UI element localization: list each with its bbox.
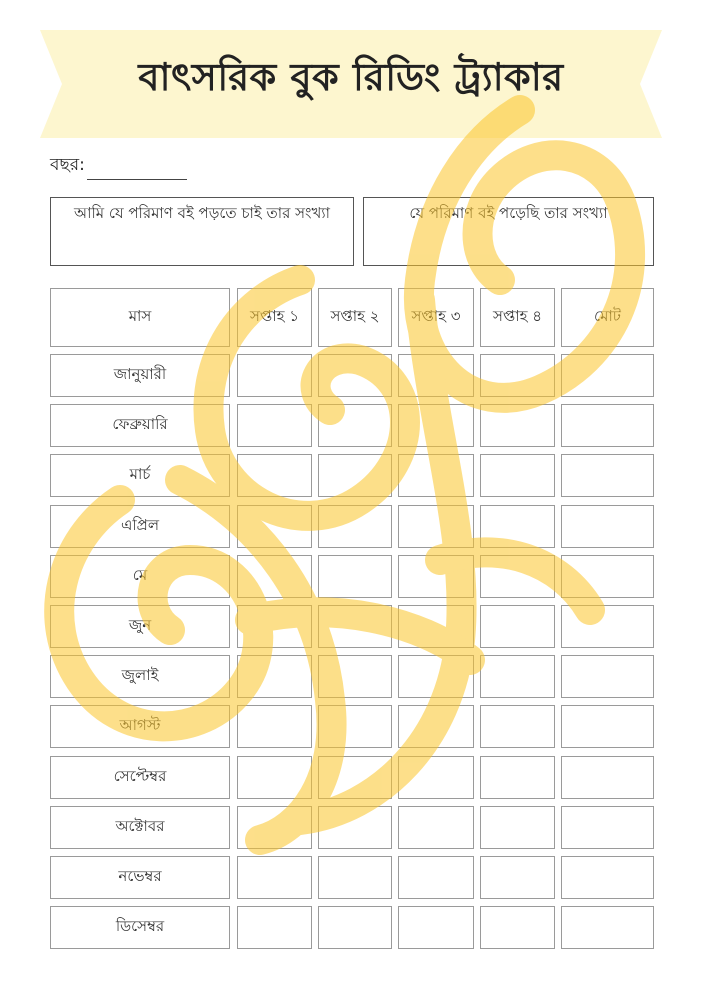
entry-cell[interactable] [398, 404, 474, 447]
entry-cell[interactable] [398, 605, 474, 648]
header-cell: সপ্তাহ ৪ [480, 288, 555, 347]
entry-cell[interactable] [237, 454, 312, 497]
entry-cell[interactable] [561, 906, 654, 949]
entry-cell[interactable] [318, 906, 392, 949]
entry-cell[interactable] [480, 605, 555, 648]
entry-cell[interactable] [480, 404, 555, 447]
entry-cell[interactable] [318, 806, 392, 849]
entry-cell[interactable] [561, 505, 654, 548]
entry-cell[interactable] [480, 806, 555, 849]
month-label-cell: আগস্ট [50, 705, 230, 748]
page-title: বাৎসরিক বুক রিডিং ট্র্যাকার [138, 55, 564, 99]
entry-cell[interactable] [398, 705, 474, 748]
month-label-cell: জুন [50, 605, 230, 648]
entry-cell[interactable] [480, 555, 555, 598]
entry-cell[interactable] [561, 806, 654, 849]
month-label-cell: জানুয়ারী [50, 354, 230, 397]
entry-cell[interactable] [318, 505, 392, 548]
entry-cell[interactable] [237, 756, 312, 799]
entry-cell[interactable] [318, 354, 392, 397]
entry-cell[interactable] [237, 404, 312, 447]
entry-cell[interactable] [237, 605, 312, 648]
entry-cell[interactable] [561, 605, 654, 648]
header-cell: সপ্তাহ ৩ [398, 288, 474, 347]
entry-cell[interactable] [237, 856, 312, 899]
month-label-cell: নভেম্বর [50, 856, 230, 899]
entry-cell[interactable] [398, 454, 474, 497]
entry-cell[interactable] [561, 454, 654, 497]
entry-cell[interactable] [318, 655, 392, 698]
entry-cell[interactable] [398, 354, 474, 397]
entry-cell[interactable] [318, 856, 392, 899]
entry-cell[interactable] [561, 856, 654, 899]
entry-cell[interactable] [318, 705, 392, 748]
entry-cell[interactable] [237, 806, 312, 849]
entry-cell[interactable] [561, 404, 654, 447]
header-cell: মোট [561, 288, 654, 347]
year-label: বছর: [50, 155, 85, 175]
year-blank-line[interactable] [87, 161, 187, 180]
entry-cell[interactable] [480, 756, 555, 799]
entry-cell[interactable] [237, 354, 312, 397]
entry-cell[interactable] [480, 856, 555, 899]
month-label-cell: জুলাই [50, 655, 230, 698]
month-label-cell: মে [50, 555, 230, 598]
month-label-cell: ডিসেম্বর [50, 906, 230, 949]
entry-cell[interactable] [398, 555, 474, 598]
entry-cell[interactable] [480, 354, 555, 397]
header-cell: সপ্তাহ ২ [318, 288, 392, 347]
month-label-cell: অক্টোবর [50, 806, 230, 849]
month-label-cell: এপ্রিল [50, 505, 230, 548]
entry-cell[interactable] [561, 655, 654, 698]
entry-cell[interactable] [480, 655, 555, 698]
entry-cell[interactable] [237, 505, 312, 548]
year-field [50, 152, 187, 180]
entry-cell[interactable] [561, 354, 654, 397]
entry-cell[interactable] [480, 705, 555, 748]
entry-cell[interactable] [398, 856, 474, 899]
entry-cell[interactable] [237, 555, 312, 598]
entry-cell[interactable] [237, 705, 312, 748]
goal-books-box[interactable]: আমি যে পরিমাণ বই পড়তে চাই তার সংখ্যা [50, 197, 354, 266]
entry-cell[interactable] [561, 756, 654, 799]
header-cell: সপ্তাহ ১ [237, 288, 312, 347]
entry-cell[interactable] [398, 806, 474, 849]
entry-cell[interactable] [398, 756, 474, 799]
month-label-cell: ফেব্রুয়ারি [50, 404, 230, 447]
month-label-cell: মার্চ [50, 454, 230, 497]
read-books-box[interactable]: যে পরিমাণ বই পড়েছি তার সংখ্যা [363, 197, 654, 266]
entry-cell[interactable] [318, 454, 392, 497]
entry-cell[interactable] [237, 655, 312, 698]
entry-cell[interactable] [561, 705, 654, 748]
entry-cell[interactable] [398, 655, 474, 698]
entry-cell[interactable] [237, 906, 312, 949]
entry-cell[interactable] [318, 756, 392, 799]
month-label-cell: সেপ্টেম্বর [50, 756, 230, 799]
entry-cell[interactable] [480, 454, 555, 497]
entry-cell[interactable] [561, 555, 654, 598]
entry-cell[interactable] [318, 605, 392, 648]
entry-cell[interactable] [398, 505, 474, 548]
entry-cell[interactable] [398, 906, 474, 949]
entry-cell[interactable] [318, 404, 392, 447]
entry-cell[interactable] [480, 505, 555, 548]
entry-cell[interactable] [480, 906, 555, 949]
entry-cell[interactable] [318, 555, 392, 598]
header-cell: মাস [50, 288, 230, 347]
